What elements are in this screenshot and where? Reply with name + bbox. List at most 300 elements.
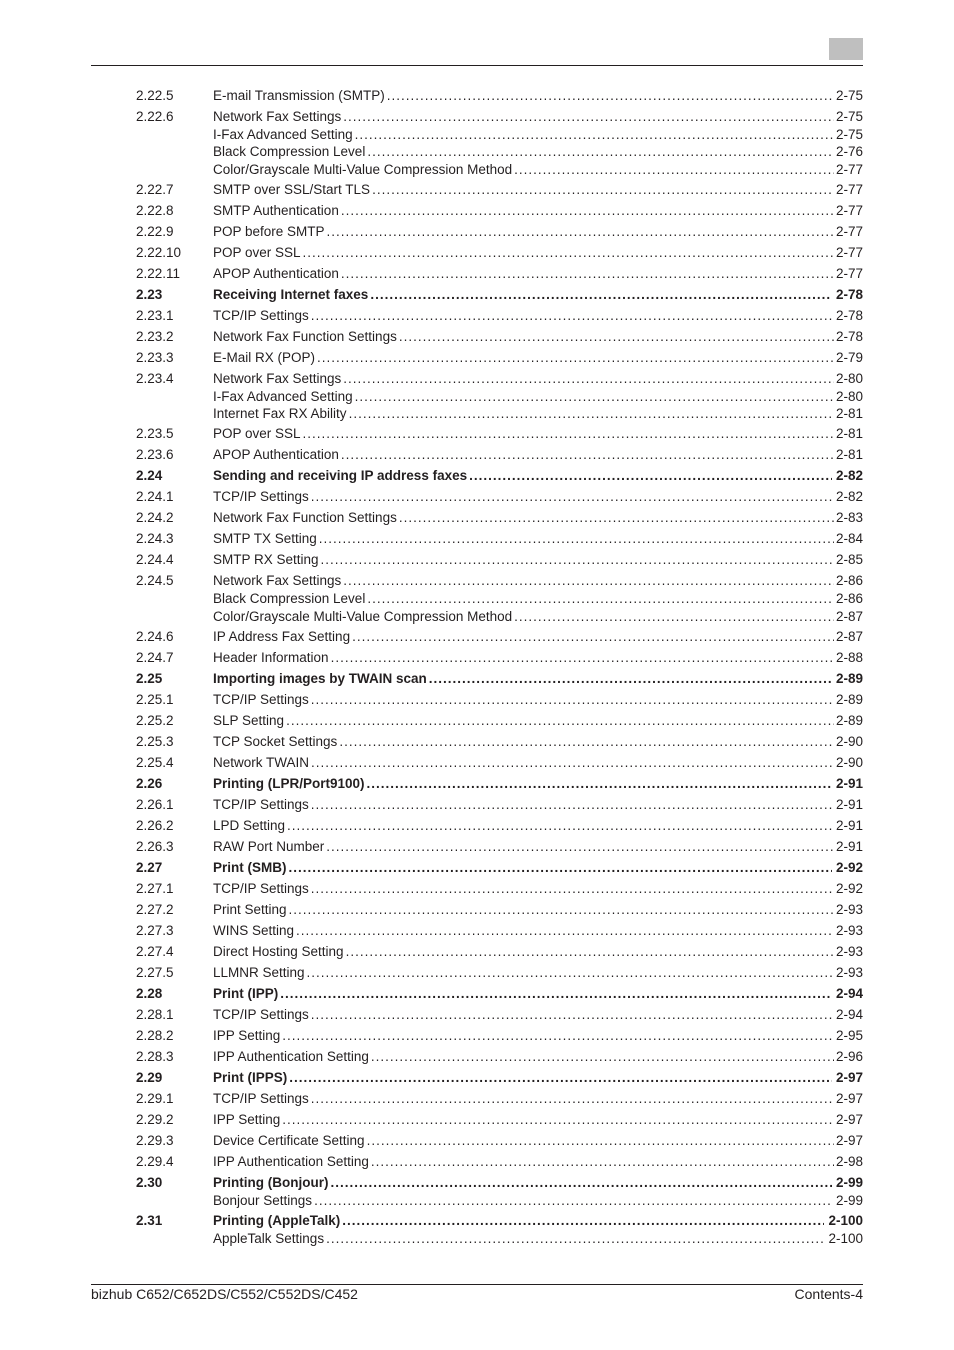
toc-line[interactable] [213,964,863,982]
toc-entry [136,817,863,835]
dot-leader [339,733,834,751]
toc-title: Network Fax Function Settings [213,328,397,344]
toc-entry [136,649,863,667]
dot-leader [311,307,834,325]
toc-number: 2.24.6 [136,629,174,645]
dot-leader [469,467,832,485]
header-tab-marker [829,38,863,60]
toc-number: 2.22.8 [136,202,174,218]
toc-line[interactable] [213,1069,863,1087]
toc-title: Bonjour Settings [213,1193,313,1209]
toc-subline[interactable] [213,126,863,143]
toc-entry [136,370,863,423]
toc-line[interactable] [213,922,863,940]
toc-entry [136,754,863,772]
toc-section [136,985,863,1003]
dot-leader [367,143,834,160]
toc-title: Printing (AppleTalk) [213,1213,341,1229]
toc-section [136,859,863,877]
toc-number: 2.26.3 [136,839,174,855]
toc-title: Print (IPP) [213,986,279,1002]
toc-entry [136,488,863,506]
toc-entry [136,691,863,709]
toc-page-number: 2-87 [835,608,863,624]
dot-leader [307,964,834,982]
toc-title: TCP/IP Settings [213,692,309,708]
toc-line[interactable] [213,1006,863,1024]
toc-line[interactable] [213,649,863,667]
toc-line[interactable] [213,859,863,877]
toc-title: Black Compression Level [213,591,366,607]
toc-page-number: 2-83 [835,510,863,526]
toc-page-number: 2-93 [835,965,863,981]
toc-page-number: 2-91 [835,776,863,792]
toc-line[interactable] [213,181,863,199]
toc-line[interactable] [213,754,863,772]
dot-leader [342,1212,824,1230]
dot-leader [296,922,834,940]
toc-subline[interactable] [213,1192,863,1209]
toc-title: TCP/IP Settings [213,489,309,505]
toc-line[interactable] [213,286,863,304]
toc-title: Internet Fax RX Ability [213,406,347,422]
toc-entry [136,964,863,982]
toc-subline[interactable] [213,590,863,607]
toc-page-number: 2-93 [835,923,863,939]
toc-page-number: 2-82 [835,489,863,505]
toc-entry [136,202,863,220]
toc-page-number: 2-76 [835,144,863,160]
toc-page-number: 2-96 [835,1049,863,1065]
dot-leader [326,1230,824,1247]
dot-leader [367,590,834,607]
toc-line[interactable] [213,425,863,443]
toc-title: WINS Setting [213,923,295,939]
toc-line[interactable] [213,530,863,548]
toc-page-number: 2-80 [835,388,863,404]
toc-line[interactable] [213,1212,863,1230]
dot-leader [282,1111,834,1129]
dot-leader [330,1174,831,1192]
dot-leader [289,901,834,919]
toc-title: Printing (Bonjour) [213,1175,329,1191]
dot-leader [343,370,834,388]
toc-number: 2.28.2 [136,1028,174,1044]
toc-number: 2.24.7 [136,650,174,666]
dot-leader [287,817,834,835]
toc-page-number: 2-75 [835,88,863,103]
toc-entry [136,328,863,346]
toc-page-number: 2-77 [835,244,863,260]
toc-line[interactable] [213,880,863,898]
toc-page-number: 2-77 [835,181,863,197]
toc-page-number: 2-94 [835,1007,863,1023]
footer-product-name: bizhub C652/C652DS/C552/C552DS/C452 [91,1286,358,1302]
dot-leader [349,405,834,422]
toc-title: IPP Setting [213,1112,281,1128]
dot-leader [429,670,832,688]
toc-page-number: 2-78 [835,328,863,344]
toc-title: SMTP RX Setting [213,552,319,568]
toc-number: 2.27.1 [136,881,174,897]
toc-number: 2.23.6 [136,447,174,463]
dot-leader [331,649,834,667]
toc-title: APOP Authentication [213,447,339,463]
toc-page-number: 2-97 [835,1133,863,1149]
toc-entry [136,1048,863,1066]
toc-number: 2.31 [136,1213,163,1229]
toc-number: 2.25.4 [136,755,174,771]
toc-page-number: 2-89 [835,713,863,729]
toc-line[interactable] [213,509,863,527]
dot-leader [352,628,834,646]
toc-page-number: 2-75 [835,127,863,142]
toc-title: TCP/IP Settings [213,797,309,813]
toc-number: 2.28.1 [136,1007,174,1023]
toc-line[interactable] [213,202,863,220]
toc-page-number: 2-78 [835,286,863,302]
toc-line[interactable] [213,775,863,793]
dot-leader [387,87,834,105]
toc-line[interactable] [213,307,863,325]
toc-page-number: 2-86 [835,573,863,589]
toc-line[interactable] [213,244,863,262]
toc-page-number: 2-100 [828,1213,863,1229]
toc-line[interactable] [213,265,863,283]
toc-page-number: 2-77 [835,223,863,239]
dot-leader [514,161,834,178]
toc-title: TCP Socket Settings [213,734,338,750]
dot-leader [289,859,832,877]
toc-page-number: 2-78 [835,307,863,323]
toc-page-number: 2-97 [835,1112,863,1128]
toc-page-number: 2-81 [835,426,863,442]
toc-page-number: 2-86 [835,591,863,607]
toc-line[interactable] [213,349,863,367]
toc-entry [136,838,863,856]
toc-number: 2.29 [136,1070,163,1086]
toc-entry [136,509,863,527]
toc-line[interactable] [213,446,863,464]
toc-line[interactable] [213,901,863,919]
toc-number: 2.22.10 [136,244,182,260]
toc-page-number: 2-87 [835,629,863,645]
toc-title: Network TWAIN [213,755,310,771]
toc-line[interactable] [213,796,863,814]
toc-line[interactable] [213,1111,863,1129]
toc-entry [136,733,863,751]
toc-page-number: 2-92 [835,860,863,876]
toc-subline[interactable] [213,1230,863,1247]
dot-leader [280,985,832,1003]
toc-title: E-mail Transmission (SMTP) [213,88,385,103]
dot-leader [317,349,834,367]
toc-title: Network Fax Function Settings [213,510,397,526]
toc-entry [136,1132,863,1150]
toc-number: 2.22.5 [136,88,174,103]
dot-leader [343,108,834,126]
toc-entry [136,530,863,548]
toc-subline[interactable] [213,161,863,178]
toc-line[interactable] [213,1153,863,1171]
toc-number: 2.25.2 [136,713,174,729]
toc-page-number: 2-97 [835,1070,863,1086]
toc-number: 2.24.1 [136,489,174,505]
toc-title: Header Information [213,650,329,666]
toc-entry [136,880,863,898]
toc-title: Sending and receiving IP address faxes [213,468,468,484]
toc-title: Device Certificate Setting [213,1133,365,1149]
toc-line[interactable] [213,1174,863,1192]
toc-page-number: 2-89 [835,692,863,708]
toc-entry [136,901,863,919]
toc-page-number: 2-98 [835,1154,863,1170]
dot-leader [367,1132,834,1150]
toc-title: IP Address Fax Setting [213,629,351,645]
dot-leader [355,388,834,405]
toc-line[interactable] [213,670,863,688]
dot-leader [371,1048,834,1066]
toc-section [136,1174,863,1209]
toc-entry [136,1090,863,1108]
toc-page-number: 2-79 [835,349,863,365]
toc-subline[interactable] [213,143,863,160]
toc-title: Receiving Internet faxes [213,286,369,302]
toc-number: 2.24.2 [136,510,174,526]
toc-line[interactable] [213,467,863,485]
dot-leader [326,838,834,856]
toc-entry [136,307,863,325]
dot-leader [399,509,834,527]
toc-subline[interactable] [213,608,863,625]
toc-line[interactable] [213,488,863,506]
dot-leader [311,754,834,772]
toc-title: Print (IPPS) [213,1070,288,1086]
toc-page-number: 2-81 [835,406,863,422]
toc-entry [136,1027,863,1045]
dot-leader [319,530,834,548]
toc-line[interactable] [213,817,863,835]
toc-number: 2.23.3 [136,349,174,365]
toc-number: 2.26.2 [136,818,174,834]
toc-number: 2.25.1 [136,692,174,708]
toc-page-number: 2-77 [835,202,863,218]
toc-section [136,467,863,485]
toc-title: AppleTalk Settings [213,1231,325,1247]
dot-leader [303,244,834,262]
toc-line[interactable] [213,370,863,388]
dot-leader [314,1192,832,1209]
toc-number: 2.22.9 [136,223,174,239]
toc-number: 2.27.5 [136,965,174,981]
toc-title: TCP/IP Settings [213,1091,309,1107]
toc-number: 2.26 [136,776,163,792]
toc-line[interactable] [213,108,863,126]
dot-leader [341,265,834,283]
toc-page-number: 2-100 [828,1231,863,1247]
toc-number: 2.27.2 [136,902,174,918]
toc-entry [136,425,863,443]
footer-rule [91,1284,863,1285]
dot-leader [372,181,834,199]
toc-title: Network Fax Settings [213,370,342,386]
toc-page-number: 2-85 [835,552,863,568]
toc-title: TCP/IP Settings [213,307,309,323]
toc-title: I-Fax Advanced Setting [213,127,353,142]
toc-title: POP over SSL [213,244,301,260]
header-rule [91,65,863,66]
toc-line[interactable] [213,223,863,241]
dot-leader [282,1027,834,1045]
dot-leader [303,425,834,443]
toc-line[interactable] [213,838,863,856]
toc-title: I-Fax Advanced Setting [213,388,353,404]
toc-entry [136,628,863,646]
toc-number: 2.29.3 [136,1133,174,1149]
toc-page-number: 2-93 [835,944,863,960]
toc-page-number: 2-91 [835,818,863,834]
toc-line[interactable] [213,733,863,751]
dot-leader [311,691,834,709]
toc-entry [136,712,863,730]
toc-title: SMTP TX Setting [213,531,317,547]
toc-number: 2.27.4 [136,944,174,960]
toc-title: LPD Setting [213,818,286,834]
toc-entry [136,223,863,241]
toc-number: 2.22.11 [136,265,181,281]
toc-page-number: 2-75 [835,109,863,124]
footer-page-label: Contents-4 [794,1286,863,1302]
toc-number: 2.28 [136,986,163,1002]
toc-line[interactable] [213,628,863,646]
toc-title: Color/Grayscale Multi-Value Compression Method [213,161,513,177]
toc-number: 2.25.3 [136,734,174,750]
toc-number: 2.30 [136,1175,163,1191]
toc-title: Color/Grayscale Multi-Value Compression Method [213,608,513,624]
toc-section [136,670,863,688]
toc-title: LLMNR Setting [213,965,305,981]
toc-page-number: 2-81 [835,447,863,463]
toc-entry [136,87,863,105]
toc-title: Importing images by TWAIN scan [213,671,427,687]
toc-title: RAW Port Number [213,839,325,855]
toc-page-number: 2-88 [835,650,863,666]
dot-leader [311,796,834,814]
toc-title: IPP Authentication Setting [213,1049,369,1065]
dot-leader [343,572,834,590]
dot-leader [286,712,834,730]
toc-line[interactable] [213,572,863,590]
toc-title: Black Compression Level [213,144,366,160]
toc-number: 2.24.5 [136,573,174,589]
toc-line[interactable] [213,87,863,105]
dot-leader [311,1090,834,1108]
toc-title: POP before SMTP [213,223,325,239]
toc-number: 2.23 [136,286,163,302]
dot-leader [399,328,834,346]
toc-number: 2.27 [136,860,163,876]
table-of-contents [136,87,863,1251]
toc-title: Network Fax Settings [213,573,342,589]
dot-leader [371,1153,834,1171]
dot-leader [289,1069,832,1087]
toc-number: 2.26.1 [136,797,174,813]
toc-line[interactable] [213,1132,863,1150]
toc-section [136,1069,863,1087]
toc-number: 2.24 [136,468,163,484]
dot-leader [311,488,834,506]
toc-title: SLP Setting [213,713,285,729]
toc-title: IPP Authentication Setting [213,1154,369,1170]
toc-title: IPP Setting [213,1028,281,1044]
toc-number: 2.23.1 [136,307,174,323]
toc-entry [136,265,863,283]
toc-entry [136,1006,863,1024]
toc-number: 2.23.4 [136,370,174,386]
toc-number: 2.25 [136,671,163,687]
toc-title: SMTP Authentication [213,202,339,218]
dot-leader [514,608,834,625]
toc-number: 2.23.2 [136,328,174,344]
toc-page-number: 2-84 [835,531,863,547]
toc-page-number: 2-77 [835,265,863,281]
toc-line[interactable] [213,985,863,1003]
toc-number: 2.24.3 [136,531,174,547]
toc-title: TCP/IP Settings [213,881,309,897]
toc-line[interactable] [213,1048,863,1066]
toc-subline[interactable] [213,405,863,422]
toc-title: APOP Authentication [213,265,339,281]
toc-title: Print (SMB) [213,860,287,876]
toc-page-number: 2-95 [835,1028,863,1044]
toc-entry [136,1111,863,1129]
toc-title: Printing (LPR/Port9100) [213,776,365,792]
toc-page-number: 2-77 [835,161,863,177]
toc-number: 2.29.4 [136,1154,174,1170]
toc-number: 2.22.6 [136,109,174,124]
dot-leader [327,223,834,241]
toc-entry [136,349,863,367]
toc-title: E-Mail RX (POP) [213,349,316,365]
toc-line[interactable] [213,691,863,709]
toc-subline[interactable] [213,388,863,405]
toc-title: Direct Hosting Setting [213,944,344,960]
toc-page-number: 2-90 [835,755,863,771]
toc-page-number: 2-97 [835,1091,863,1107]
toc-entry [136,446,863,464]
toc-line[interactable] [213,328,863,346]
dot-leader [311,880,834,898]
toc-line[interactable] [213,1090,863,1108]
toc-entry [136,181,863,199]
dot-leader [321,551,834,569]
toc-page-number: 2-93 [835,902,863,918]
toc-number: 2.28.3 [136,1049,174,1065]
toc-line[interactable] [213,551,863,569]
dot-leader [341,202,834,220]
toc-line[interactable] [213,1027,863,1045]
toc-line[interactable] [213,712,863,730]
toc-section [136,775,863,793]
dot-leader [311,1006,834,1024]
toc-line[interactable] [213,943,863,961]
toc-entry [136,108,863,178]
toc-page-number: 2-99 [835,1175,863,1191]
toc-number: 2.27.3 [136,923,174,939]
dot-leader [341,446,834,464]
toc-page-number: 2-91 [835,839,863,855]
toc-entry [136,551,863,569]
